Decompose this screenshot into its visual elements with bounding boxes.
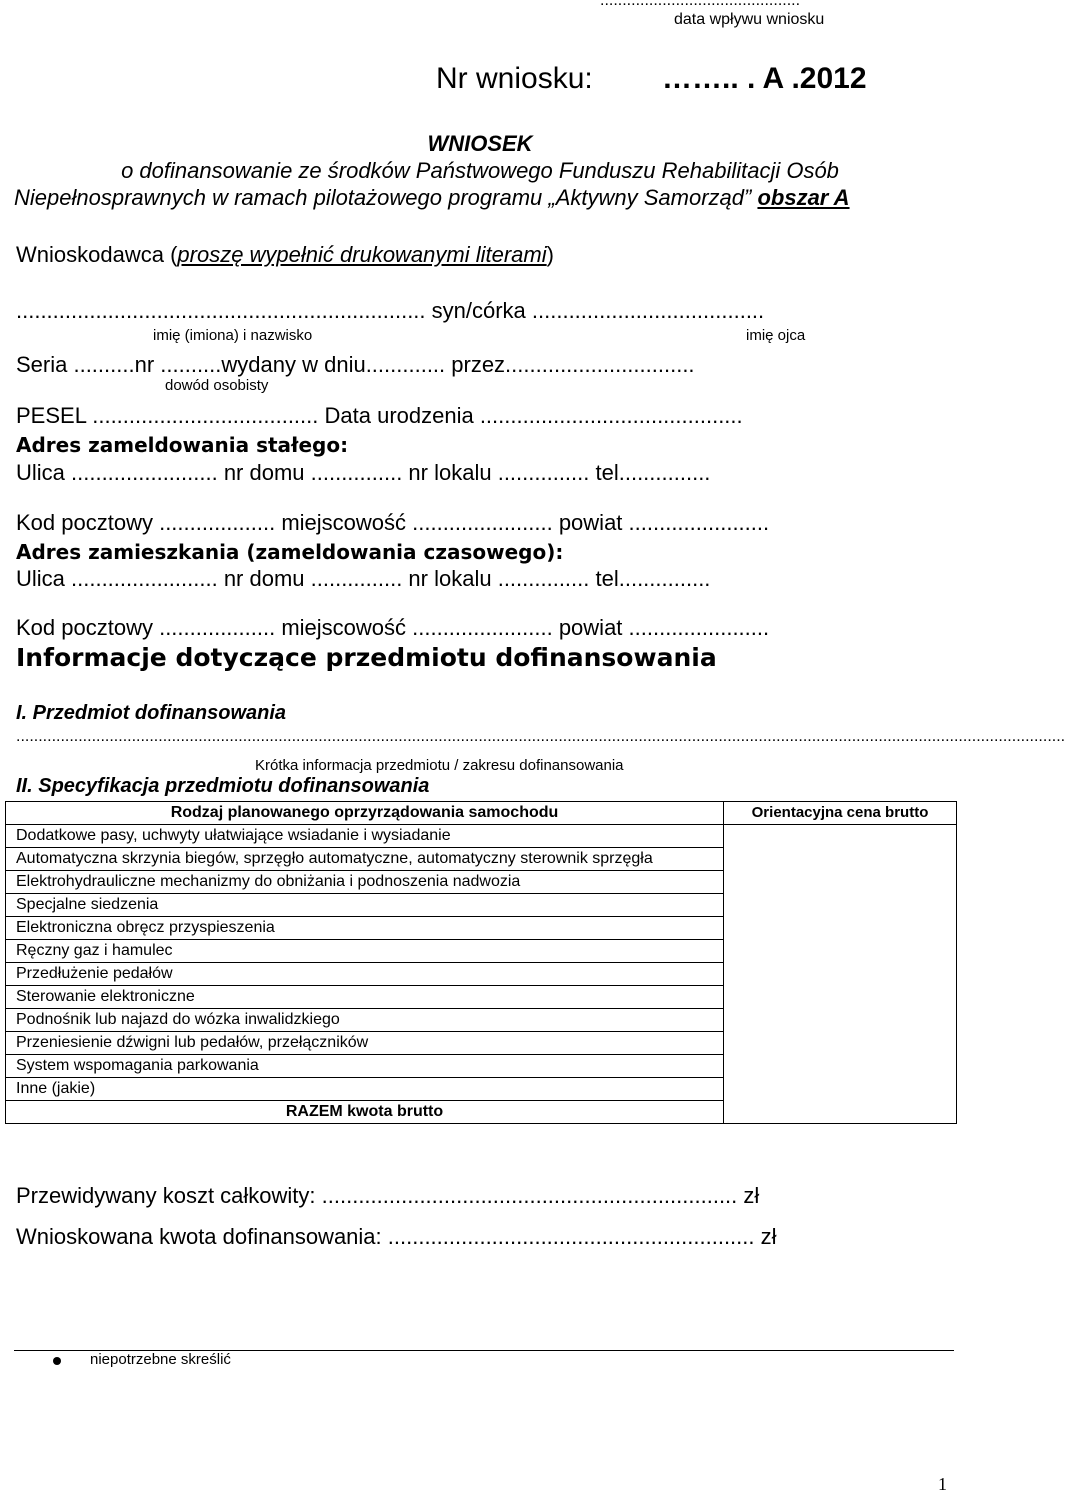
permanent-postal-field[interactable]: Kod pocztowy ................... miejscowość ....................... powiat ....................... xyxy=(16,510,770,535)
item-cell: System wspomagania parkowania xyxy=(6,1055,724,1078)
requested-amount-field[interactable]: Wnioskowana kwota dofinansowania: ............................................................ zł xyxy=(16,1224,777,1249)
page-number: 1 xyxy=(938,1474,947,1494)
item-cell: Przeniesienie dźwigni lub pedałów, przełączników xyxy=(6,1032,724,1055)
total-label: RAZEM kwota brutto xyxy=(6,1101,724,1124)
item-cell: Dodatkowe pasy, uchwyty ułatwiające wsiadanie i wysiadanie xyxy=(6,825,724,848)
bullet-icon xyxy=(53,1357,61,1365)
form-title: WNIOSEK xyxy=(427,131,533,156)
pesel-birthdate-field[interactable]: PESEL ..................................... Data urodzenia ........................................... xyxy=(16,403,743,428)
id-document-caption: dowód osobisty xyxy=(165,377,269,394)
applicant-instruction: proszę wypełnić drukowanymi literami xyxy=(177,242,547,267)
residence-postal-field[interactable]: Kod pocztowy ................... miejscowość ....................... powiat ....................... xyxy=(16,615,770,640)
item-cell: Specjalne siedzenia xyxy=(6,894,724,917)
section1-title: I. Przedmiot dofinansowania xyxy=(16,702,287,724)
item-cell: Elektroniczna obręcz przyspieszenia xyxy=(6,917,724,940)
name-caption: imię (imiona) i nazwisko xyxy=(153,327,313,344)
item-cell: Ręczny gaz i hamulec xyxy=(6,940,724,963)
application-number-value: …….. . A .2012 xyxy=(662,62,867,95)
date-received-dots: ............................................. xyxy=(600,0,801,9)
permanent-street-field[interactable]: Ulica ........................ nr domu ............... nr lokalu ............... tel............... xyxy=(16,460,711,485)
residence-address-header: Adres zamieszkania (zameldowania czasowego): xyxy=(16,540,564,564)
residence-street-field[interactable]: Ulica ........................ nr domu ............... nr lokalu ............... tel............... xyxy=(16,566,711,591)
total-cost-field[interactable]: Przewidywany koszt całkowity: .................................................................... zł xyxy=(16,1183,760,1208)
date-received-caption: data wpływu wniosku xyxy=(674,11,825,28)
funding-info-header: Informacje dotyczące przedmiotu dofinansowania xyxy=(16,643,717,672)
form-subtitle-line1: o dofinansowanie ze środków Państwowego Funduszu Rehabilitacji Osób xyxy=(121,158,839,183)
col-header-price: Orientacyjna cena brutto xyxy=(724,802,957,825)
id-document-field[interactable]: Seria ..........nr ..........wydany w dniu............. przez............................... xyxy=(16,352,695,377)
form-subtitle-area: obszar A xyxy=(757,185,850,210)
table-header-row xyxy=(6,802,957,825)
form-subtitle-program: Niepełnosprawnych w ramach pilotażowego programu „Aktywny Samorząd” xyxy=(14,185,752,210)
footnote-text: niepotrzebne skreślić xyxy=(90,1351,231,1368)
item-cell: Inne (jakie) xyxy=(6,1078,724,1101)
table-row xyxy=(6,825,957,848)
permanent-address-header: Adres zameldowania stałego: xyxy=(16,433,349,457)
applicant-label: Wnioskodawca (proszę wypełnić drukowanymi literami) xyxy=(16,242,554,267)
price-cell[interactable] xyxy=(724,825,957,1124)
father-name-caption: imię ojca xyxy=(746,327,806,344)
application-number-label: Nr wniosku: xyxy=(436,62,593,95)
item-cell: Elektrohydrauliczne mechanizmy do obniżania i podnoszenia nadwozia xyxy=(6,871,724,894)
specification-table xyxy=(5,801,957,1124)
item-cell: Sterowanie elektroniczne xyxy=(6,986,724,1009)
item-cell: Podnośnik lub najazd do wózka inwalidzkiego xyxy=(6,1009,724,1032)
col-header-item: Rodzaj planowanego oprzyrządowania samochodu xyxy=(6,802,724,825)
item-cell: Automatyczna skrzynia biegów, sprzęgło automatyczne, automatyczny sterownik sprzęgła xyxy=(6,848,724,871)
item-cell: Przedłużenie pedałów xyxy=(6,963,724,986)
form-subtitle-line2 xyxy=(14,185,850,211)
section1-caption: Krótka informacja przedmiotu / zakresu dofinansowania xyxy=(255,757,624,774)
name-field[interactable]: ................................................................... syn/córka ...................................... xyxy=(16,298,765,323)
section2-title: II. Specyfikacja przedmiotu dofinansowania xyxy=(16,775,430,797)
section1-description-field[interactable]: ............................................................................................................................................................................................................................................ xyxy=(16,728,1065,745)
